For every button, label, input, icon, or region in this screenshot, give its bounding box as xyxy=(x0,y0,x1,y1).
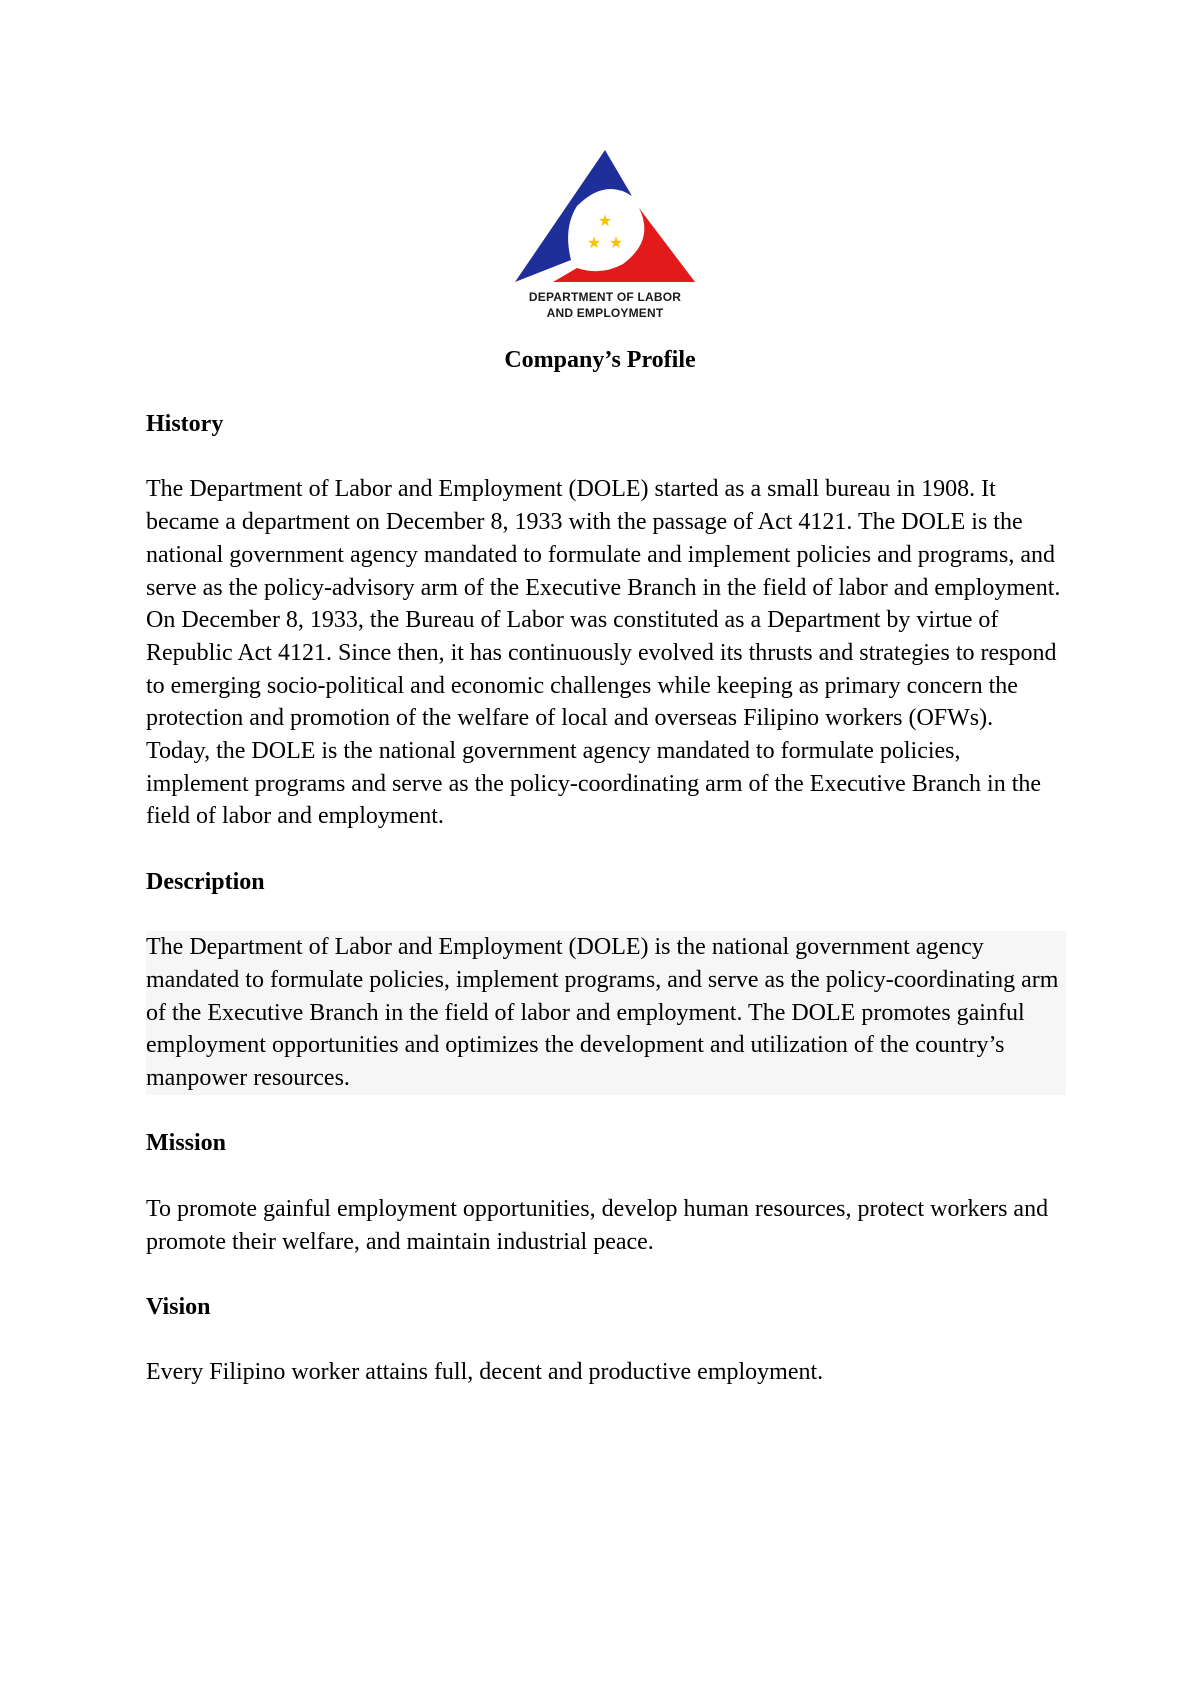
dole-logo xyxy=(515,148,695,326)
star-left-icon: ★ xyxy=(586,233,602,252)
mission-paragraph: To promote gainful employment opportunities, develop human resources, protect workers and promote their welfare, and maintain industrial peace. xyxy=(146,1195,1049,1255)
description-paragraph: The Department of Labor and Employment (DOLE) is the national government agency mandated to formulate policies, implement programs, and serve as the policy-coordinating arm of the Executive Branch in the field of labor and employment. The DOLE promotes gainful employment opportunities and optimizes the development and utilization of the country’s manpower resources. xyxy=(146,931,1066,1095)
star-top-icon: ★ xyxy=(597,211,613,230)
logo-caption-line2: AND EMPLOYMENT xyxy=(546,306,664,320)
vision-heading: Vision xyxy=(146,1293,211,1320)
mission-heading: Mission xyxy=(146,1130,227,1157)
star-right-icon: ★ xyxy=(608,233,624,252)
page-title: Company’s Profile xyxy=(504,347,696,373)
history-paragraph-2: On December 8, 1933, the Bureau of Labor was constituted as a Department by virtue of Republic Act 4121. Since then, it has continuously evolved its thrusts and strategies to respond to emerging socio-political and economic challenges while keeping as primary concern the protection and promotion of the welfare of local and overseas Filipino workers (OFWs). xyxy=(146,607,1057,732)
logo-caption-line1: DEPARTMENT OF LABOR xyxy=(528,290,682,304)
document-body xyxy=(146,408,1066,1389)
dole-triangle-emblem-icon xyxy=(515,148,695,288)
history-paragraph-3: Today, the DOLE is the national government agency mandated to formulate policies, implement programs and serve as the policy-coordinating arm of the Executive Branch in the field of labor and employment. xyxy=(146,738,1042,830)
history-heading: History xyxy=(146,411,224,437)
description-heading: Description xyxy=(146,868,265,895)
vision-paragraph: Every Filipino worker attains full, decent and productive employment. xyxy=(146,1359,824,1386)
history-paragraph-1: The Department of Labor and Employment (DOLE) started as a small bureau in 1908. It became a department on December 8, 1933 with the passage of Act 4121. The DOLE is the national government agency mandated to formulate and implement policies and programs, and serve as the policy-advisory arm of the Executive Branch in the field of labor and employment. xyxy=(146,476,1061,601)
